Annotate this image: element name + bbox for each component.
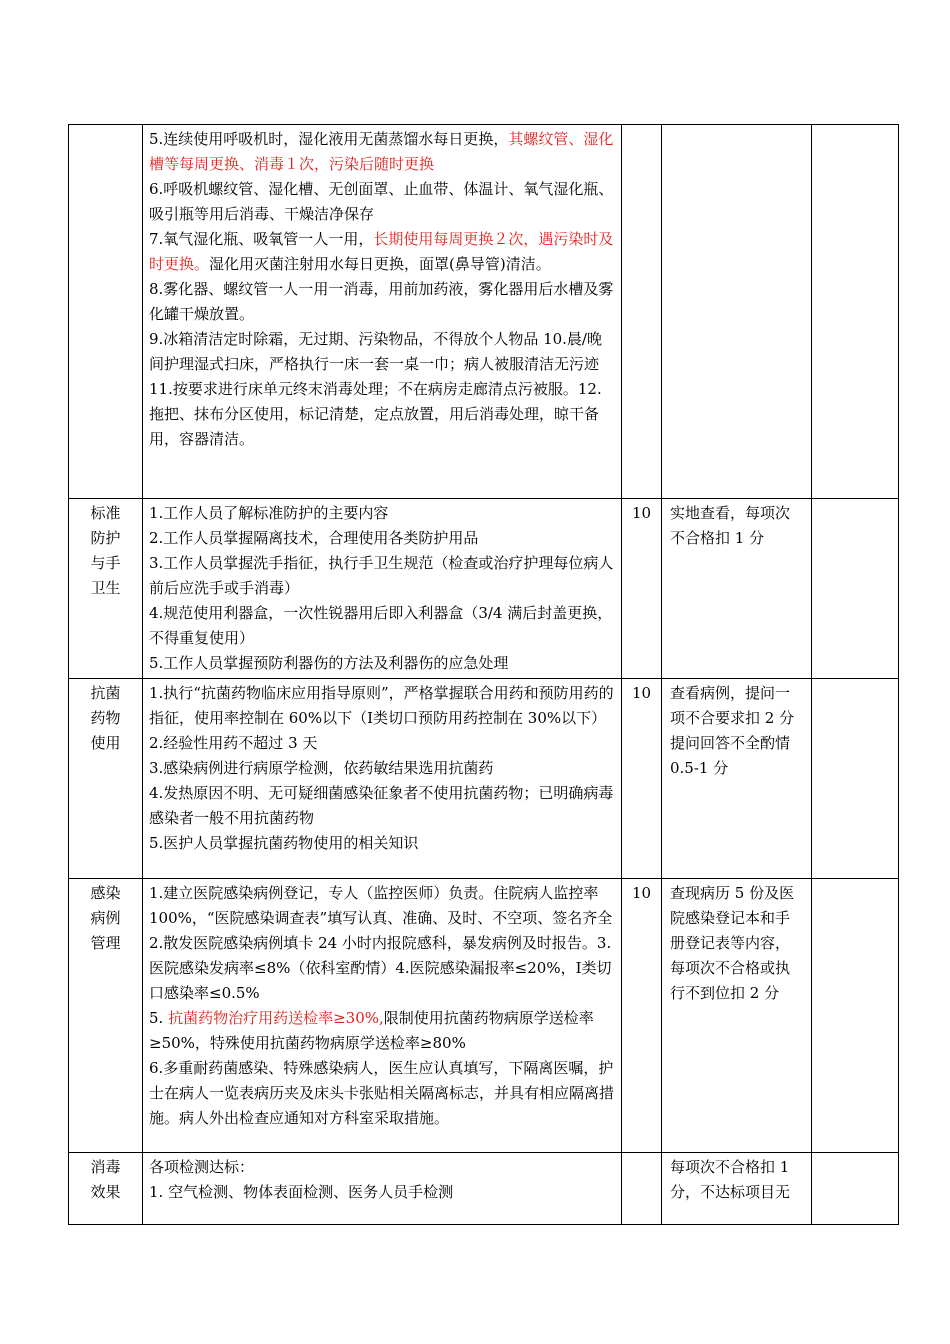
remark-cell — [812, 1153, 899, 1225]
requirement-text: 3.感染病例进行病原学检测，依药敏结果选用抗菌药 — [149, 759, 494, 777]
category-label: 标准防护与手卫生 — [90, 504, 121, 597]
category-label: 抗菌药物使用 — [90, 684, 121, 752]
requirement-highlight-text: 抗菌药物治疗用药送检率≥30%, — [168, 1009, 384, 1027]
requirement-text: 5.连续使用呼吸机时，湿化液用无菌蒸馏水每日更换， — [149, 130, 509, 148]
method-text: 每项次不合格扣 1 分，不达标项目无 — [670, 1158, 791, 1201]
requirement-item — [149, 377, 615, 452]
requirement-text: 5.医护人员掌握抗菌药物使用的相关知识 — [149, 834, 419, 852]
method-cell — [662, 499, 812, 679]
remark-cell — [812, 679, 899, 879]
requirement-item — [149, 681, 615, 731]
category-label: 感染病例管理 — [90, 884, 121, 952]
requirement-text: 1.建立医院感染病例登记，专人（监控医师）负责。住院病人监控率 100%，“医院感染调查表”填写认真、准确、及时、不空项、签名齐全 — [149, 884, 613, 927]
remark-cell — [812, 499, 899, 679]
requirements-cell — [143, 1153, 622, 1225]
assessment-table — [68, 124, 899, 1225]
table-row — [69, 879, 899, 1153]
requirement-text: 1.执行“抗菌药物临床应用指导原则”，严格掌握联合用药和预防用药的指征，使用率控制在 60%以下（Ⅰ类切口预防用药控制在 30%以下） — [149, 684, 614, 727]
requirement-item — [149, 1155, 615, 1180]
requirement-item — [149, 526, 615, 551]
requirement-item — [149, 327, 615, 377]
requirement-item — [149, 881, 615, 931]
requirement-text: 限制使用抗菌药物病原学送检率≥50%，特殊使用抗菌药物病原学送检率≥80% — [149, 1009, 594, 1052]
requirement-text: 9.冰箱清洁定时除霜，无过期、污染物品，不得放个人物品 10.晨/晚间护理湿式扫床，严格执行一床一套一桌一巾；病人被服清洁无污迹 — [149, 330, 602, 373]
requirement-text: 3.工作人员掌握洗手指征，执行手卫生规范（检查或治疗护理每位病人前后应洗手或手消毒） — [149, 554, 614, 597]
remark-cell — [812, 125, 899, 499]
requirement-item — [149, 177, 615, 227]
category-cell — [69, 125, 143, 499]
requirement-text: 5.工作人员掌握预防利器伤的方法及利器伤的应急处理 — [149, 654, 509, 672]
requirement-highlight-text: 长期使用每周更换２次，遇污染时及时更换。 — [149, 230, 614, 273]
requirement-item — [149, 1006, 615, 1056]
requirement-text: 5. — [149, 1009, 169, 1027]
score-value: 10 — [631, 884, 652, 902]
score-value: 10 — [631, 504, 652, 522]
requirement-text: 6.多重耐药菌感染、特殊感染病人，医生应认真填写，下隔离医嘱，护士在病人一览表病历夹及床头卡张贴相关隔离标志，并具有相应隔离措施。病人外出检查应通知对方科室采取措施。 — [149, 1059, 615, 1127]
category-label: 消毒效果 — [90, 1158, 121, 1201]
score-cell — [622, 1153, 662, 1225]
requirements-cell — [143, 125, 622, 499]
score-value: 10 — [631, 684, 652, 702]
requirement-text: 湿化用灭菌注射用水每日更换，面罩(鼻导管)清洁。 — [209, 255, 551, 273]
requirement-item — [149, 1180, 615, 1205]
table-row — [69, 1153, 899, 1225]
method-cell — [662, 679, 812, 879]
method-cell — [662, 125, 812, 499]
table-row — [69, 679, 899, 879]
category-cell — [69, 1153, 143, 1225]
requirements-cell — [143, 879, 622, 1153]
requirement-text: 4.规范使用利器盒，一次性锐器用后即入利器盒（3/4 满后封盖更换，不得重复使用） — [149, 604, 613, 647]
method-text: 实地查看，每项次不合格扣 1 分 — [670, 504, 791, 547]
requirement-item — [149, 227, 615, 277]
category-cell — [69, 499, 143, 679]
requirement-text: 6.呼吸机螺纹管、湿化槽、无创面罩、止血带、体温计、氧气湿化瓶、吸引瓶等用后消毒、干燥洁净保存 — [149, 180, 614, 223]
requirement-text: 2.工作人员掌握隔离技术，合理使用各类防护用品 — [149, 529, 479, 547]
method-cell — [662, 1153, 812, 1225]
requirement-item — [149, 831, 615, 856]
method-text: 查看病例，提问一项不合要求扣 2 分 提问回答不全酌情 0.5-1 分 — [670, 684, 795, 777]
table-row — [69, 125, 899, 499]
method-text: 查现病历 5 份及医院感染登记本和手册登记表等内容，每项次不合格或执行不到位扣 2 分 — [670, 884, 795, 1002]
requirement-item — [149, 756, 615, 781]
requirement-text: 2.经验性用药不超过 3 天 — [149, 734, 318, 752]
table-row — [69, 499, 899, 679]
score-cell — [622, 125, 662, 499]
requirement-text: 1.工作人员了解标准防护的主要内容 — [149, 504, 389, 522]
method-cell — [662, 879, 812, 1153]
requirement-item — [149, 1056, 615, 1131]
requirement-item — [149, 781, 615, 831]
requirement-text: 2.散发医院感染病例填卡 24 小时内报院感科，暴发病例及时报告。3.医院感染发病率≤8%（依科室酌情）4.医院感染漏报率≤20%，Ⅰ类切口感染率≤0.5% — [149, 934, 612, 1002]
requirement-highlight-text: 其螺纹管、湿化槽等每周更换、消毒１次，污染后随时更换 — [149, 130, 614, 173]
requirement-item — [149, 931, 615, 1006]
requirement-item — [149, 651, 615, 676]
requirements-cell — [143, 679, 622, 879]
requirement-text: 7.氧气湿化瓶、吸氧管一人一用， — [149, 230, 374, 248]
score-cell — [622, 879, 662, 1153]
requirement-item — [149, 601, 615, 651]
requirement-text: 各项检测达标： — [149, 1158, 255, 1176]
requirement-text: 8.雾化器、螺纹管一人一用一消毒，用前加药液，雾化器用后水槽及雾化罐干燥放置。 — [149, 280, 614, 323]
requirement-text: 4.发热原因不明、无可疑细菌感染征象者不使用抗菌药物；已明确病毒感染者一般不用抗菌药物 — [149, 784, 614, 827]
assessment-table-body — [69, 125, 899, 1225]
requirement-text: 1. 空气检测、物体表面检测、医务人员手检测 — [149, 1183, 454, 1201]
requirement-text: 11.按要求进行床单元终末消毒处理；不在病房走廊清点污被服。12.拖把、抹布分区使用，标记清楚，定点放置，用后消毒处理，晾干备用，容器清洁。 — [149, 380, 602, 448]
remark-cell — [812, 879, 899, 1153]
score-cell — [622, 679, 662, 879]
category-cell — [69, 879, 143, 1153]
requirement-item — [149, 551, 615, 601]
requirements-cell — [143, 499, 622, 679]
category-cell — [69, 679, 143, 879]
requirement-item — [149, 277, 615, 327]
requirement-item — [149, 501, 615, 526]
score-cell — [622, 499, 662, 679]
requirement-item — [149, 127, 615, 177]
requirement-item — [149, 731, 615, 756]
